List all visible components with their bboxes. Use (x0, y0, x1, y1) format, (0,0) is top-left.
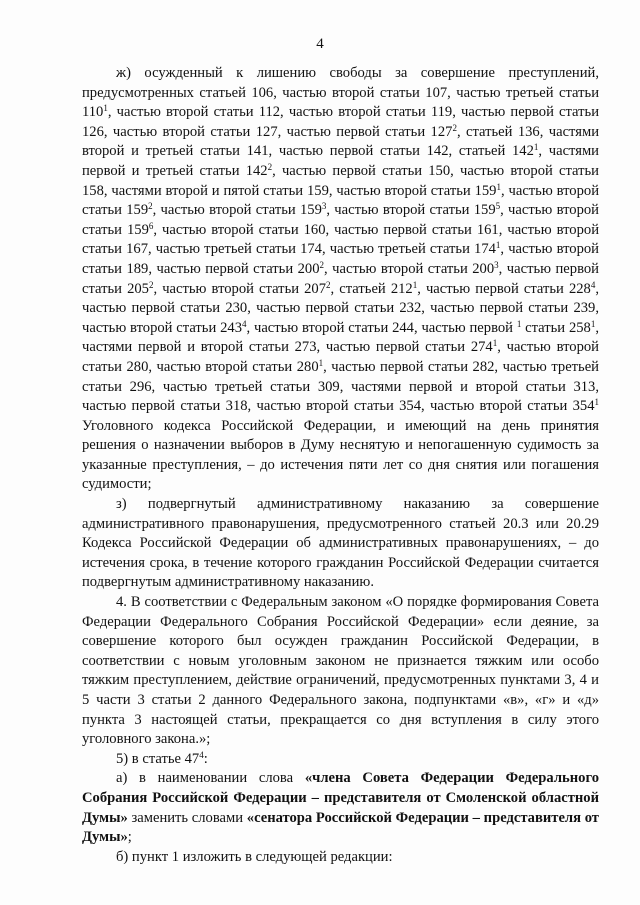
paragraph-text: , частью второй статьи 160, частью первой статьи 161, частью второй статьи 167, частью третьей статьи 174, частью третьей статьи 174 (82, 221, 600, 258)
bold-quote: «члена Совета Федерации Федерального Собрания Российской Федерации – представителя от Смоленской областной Думы» (82, 770, 600, 826)
paragraph-text: , частью второй статьи 207 (153, 280, 327, 297)
paragraph-text: , частью второй статьи 159 (82, 202, 599, 238)
paragraph-text: ; (127, 829, 132, 846)
paragraph-text: ж) осужденный к лишению свободы за совершение преступлений, предусмотренных статьей 106, частью второй статьи 107, частью третьей статьи 110 (82, 65, 599, 121)
superscript-index: 2 (148, 279, 154, 290)
superscript-index: 4 (199, 749, 204, 760)
paragraph-text: , частью второй статьи 112, частью второй статьи 119, частью первой статьи 126, частью второй статьи 127, частью первой статьи 127 (82, 104, 599, 140)
document-body (82, 64, 599, 867)
superscript-index: 3 (494, 259, 499, 270)
page-number: 4 (316, 36, 324, 52)
superscript-index: 4 (590, 279, 596, 290)
superscript-index: 1 (492, 338, 498, 349)
paragraph-text: , частями первой и третьей статьи 142 (82, 143, 599, 179)
superscript-index: 1 (594, 397, 599, 408)
superscript-index: 2 (319, 259, 325, 270)
superscript-index: 1 (412, 279, 418, 290)
paragraph-text: , частью второй статьи 200 (324, 260, 495, 277)
paragraph-text: , частью первой статьи 228 (417, 280, 591, 297)
paragraph-text: , частью первой статьи 205 (82, 260, 599, 297)
superscript-index: 1 (590, 318, 596, 329)
paragraph-zh (82, 64, 599, 495)
paragraph-text: заменить словами (127, 809, 247, 826)
paragraph-p5 (82, 750, 599, 770)
paragraph-pb (82, 848, 599, 868)
paragraph-text: а) в наименовании слова (116, 770, 305, 787)
superscript-index: 3 (321, 201, 327, 212)
paragraph-text: , частью второй статьи 159 (152, 202, 322, 219)
superscript-index: 1 (533, 142, 539, 153)
paragraph-text: статьи 258 (521, 319, 591, 336)
paragraph-text: з) подвергнутый административному наказанию за совершение административного правонарушения, предусмотренного статьей 20.3 или 20.29 Кодекса Российской Федерации об административных правонарушениях, – до истечения срока, в течение которого гражданин Российской Федерации считается подвергнутым административному наказанию. (82, 496, 599, 591)
paragraph-text: , частью первой статьи 150, частью второй статьи 158, частями второй и пятой статьи 159, частью второй статьи 159 (82, 162, 599, 199)
superscript-index: 1 (516, 318, 522, 329)
paragraph-text: , статьей 212 (330, 280, 413, 297)
paragraph-text: , частью второй статьи 159 (326, 202, 496, 219)
superscript-index: 1 (495, 240, 501, 251)
superscript-index: 2 (267, 161, 273, 172)
paragraph-z (82, 495, 599, 593)
superscript-index: 2 (452, 122, 457, 133)
superscript-index: 4 (242, 318, 247, 329)
superscript-index: 1 (318, 357, 324, 368)
superscript-index: 2 (148, 201, 153, 212)
paragraph-text: 5) в статье 47 (116, 750, 200, 767)
paragraph-text: : (203, 750, 208, 767)
paragraph-text: , частью второй статьи 280, частью второй статьи 280 (82, 339, 599, 375)
superscript-index: 1 (103, 103, 108, 114)
paragraph-text: , частью первой статьи 230, частью первой статьи 232, частью первой статьи 239, частью второй статьи 243 (82, 280, 599, 336)
paragraph-p4 (82, 593, 599, 750)
paragraph-text: , частью второй статьи 244, частью первой (246, 319, 517, 336)
paragraph-text: , статьей 136, частями второй и третьей статьи 141, частью первой статьи 142, статьей 142 (82, 123, 599, 160)
bold-quote: «сенатора Российской Федерации – представителя от Думы» (82, 809, 599, 846)
paragraph-text: 4. В соответствии с Федеральным законом «О порядке формирования Совета Федерации Федерального Собрания Российской Федерации» если деяние, за совершение которого был осужден гражданин Российской Федерации, в соответствии с новым уголовным законом не признается тяжким или особо тяжким преступлением, действие ограничений, предусмотренных пунктами 3, 4 и 5 части 3 статьи 2 данного Федерального закона, подпунктами «в», «г» и «д» пункта 3 настоящей статьи, прекращается со дня вступления в силу этого уголовного закона.»; (82, 594, 599, 748)
superscript-index: 2 (326, 279, 331, 290)
superscript-index: 6 (148, 220, 154, 231)
paragraph-text: Уголовного кодекса Российской Федерации, и имеющий на день принятия решения о назначении выборов в Думу неснятую и непогашенную судимость за указанные преступления, – до истечения пяти лет со дня снятия или погашения судимости; (82, 417, 599, 493)
paragraph-text: , частями первой и второй статьи 273, частью первой статьи 274 (82, 319, 599, 356)
paragraph-text: б) пункт 1 изложить в следующей редакции: (116, 848, 393, 865)
superscript-index: 1 (496, 181, 501, 192)
superscript-index: 5 (495, 201, 501, 212)
paragraph-pa (82, 769, 599, 847)
paragraph-text: , частью второй статьи 189, частью первой статьи 200 (82, 241, 599, 277)
paragraph-text: , частью второй статьи 159 (82, 182, 600, 219)
paragraph-text: , частью первой статьи 282, частью третьей статьи 296, частью третьей статьи 309, частями первой и второй статьи 313, частью первой статьи 318, частью второй статьи 354, частью второй статьи 354 (82, 358, 599, 415)
